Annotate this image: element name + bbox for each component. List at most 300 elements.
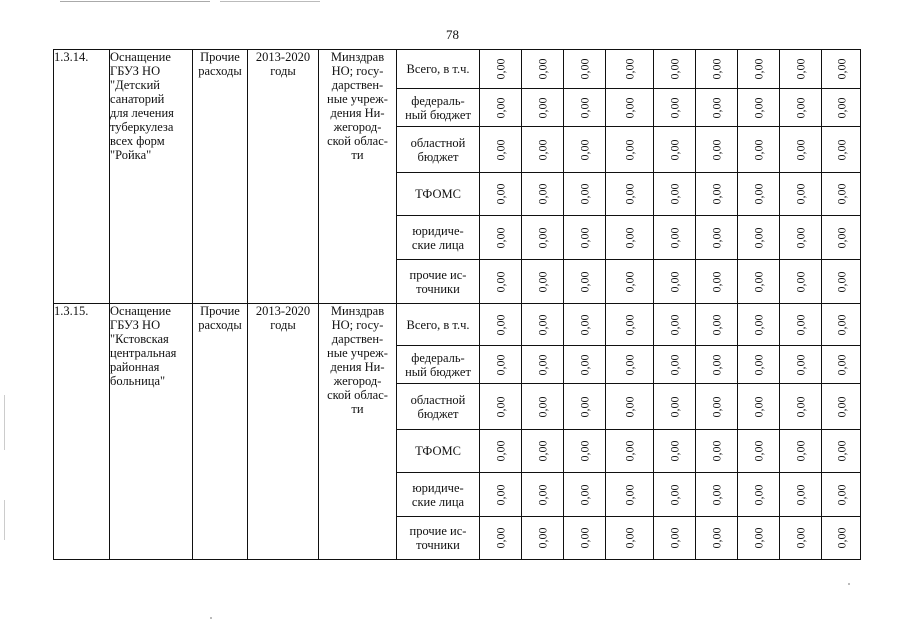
item-name-line: больница" [110, 374, 166, 388]
value-text: 0,00 [493, 227, 508, 248]
value-cell [822, 384, 861, 430]
value-cell [522, 89, 564, 127]
item-number: 1.3.14. [54, 50, 110, 304]
value-cell [564, 260, 606, 304]
executor-line: ные учреж- [327, 92, 388, 106]
value-cell [480, 173, 522, 216]
funding-source [397, 517, 480, 560]
item-name-line: "Детский [110, 78, 160, 92]
item-name-line: Оснащение [110, 304, 171, 318]
value-text: 0,00 [622, 271, 637, 292]
value-text: 0,00 [577, 271, 592, 292]
value-cell [564, 50, 606, 89]
value-text: 0,00 [622, 314, 637, 335]
value-cell [654, 473, 696, 517]
value-cell [480, 127, 522, 173]
value-cell [564, 173, 606, 216]
value-text: 0,00 [793, 271, 808, 292]
value-cell [822, 173, 861, 216]
value-cell [606, 384, 654, 430]
value-text: 0,00 [622, 97, 637, 118]
value-cell [696, 216, 738, 260]
executor-line: дарствен- [331, 332, 384, 346]
value-text: 0,00 [834, 227, 848, 248]
value-text: 0,00 [535, 484, 550, 505]
value-text: 0,00 [709, 97, 724, 118]
value-text: 0,00 [667, 354, 682, 375]
value-text: 0,00 [535, 440, 550, 462]
value-cell [564, 216, 606, 260]
funding-source [397, 473, 480, 517]
value-text: 0,00 [793, 354, 808, 375]
funding-source [397, 430, 480, 473]
value-text: 0,00 [577, 396, 592, 417]
value-text: 0,00 [493, 527, 508, 549]
value-text: 0,00 [493, 396, 508, 417]
value-cell [522, 304, 564, 346]
funding-source [397, 127, 480, 173]
value-cell [738, 50, 780, 89]
value-text: 0,00 [834, 484, 848, 505]
value-text: 0,00 [751, 314, 766, 335]
expense-type [193, 304, 248, 560]
value-text: 0,00 [577, 440, 592, 462]
value-text: 0,00 [793, 484, 808, 505]
value-cell [480, 304, 522, 346]
item-name-line: санаторий [110, 92, 165, 106]
value-cell [780, 473, 822, 517]
value-text: 0,00 [751, 271, 766, 292]
value-text: 0,00 [709, 183, 724, 205]
value-text: 0,00 [577, 227, 592, 248]
value-text: 0,00 [667, 58, 682, 80]
value-text: 0,00 [751, 354, 766, 375]
value-text: 0,00 [493, 314, 508, 335]
executor-line: ти [351, 402, 364, 416]
value-cell [738, 473, 780, 517]
value-cell [480, 473, 522, 517]
funding-source-line: бюджет [417, 149, 459, 164]
value-text: 0,00 [751, 484, 766, 505]
value-text: 0,00 [577, 484, 592, 505]
executor-line: ской облас- [327, 134, 388, 148]
value-cell [822, 127, 861, 173]
value-text: 0,00 [834, 97, 848, 118]
value-cell [696, 89, 738, 127]
value-text: 0,00 [535, 354, 550, 375]
value-text: 0,00 [709, 227, 724, 248]
value-cell [654, 346, 696, 384]
value-text: 0,00 [622, 396, 637, 417]
value-text: 0,00 [709, 484, 724, 505]
executor [319, 50, 397, 304]
value-cell [822, 304, 861, 346]
funding-source-line: ские лица [411, 494, 465, 509]
value-text: 0,00 [709, 396, 724, 417]
value-text: 0,00 [751, 527, 766, 549]
value-cell [564, 384, 606, 430]
value-text: 0,00 [793, 97, 808, 118]
funding-source-line: юридиче- [412, 480, 464, 495]
value-text: 0,00 [793, 183, 808, 205]
value-cell [606, 304, 654, 346]
item-name-line: ГБУЗ НО [110, 318, 161, 332]
executor-line: ные учреж- [327, 346, 388, 360]
expense-type-line: расходы [198, 64, 242, 78]
value-text: 0,00 [535, 58, 550, 80]
value-cell [780, 50, 822, 89]
period [248, 50, 319, 304]
value-text: 0,00 [535, 396, 550, 417]
value-text: 0,00 [577, 354, 592, 375]
value-cell [780, 304, 822, 346]
value-cell [522, 346, 564, 384]
value-cell [822, 89, 861, 127]
value-text: 0,00 [834, 396, 848, 417]
funding-source [397, 89, 480, 127]
value-cell [606, 127, 654, 173]
value-text: 0,00 [751, 440, 766, 462]
page-number: 78 [446, 27, 459, 42]
period [248, 304, 319, 560]
value-cell [606, 50, 654, 89]
funding-source-line: точники [416, 281, 460, 296]
value-cell [822, 430, 861, 473]
value-text: 0,00 [577, 183, 592, 205]
value-cell [654, 89, 696, 127]
value-cell [780, 260, 822, 304]
value-text: 0,00 [622, 183, 637, 205]
funding-source [397, 260, 480, 304]
executor-line: дения Ни- [330, 106, 385, 120]
value-cell [738, 304, 780, 346]
scan-edge-mark [4, 395, 5, 450]
executor-line: Минздрав [330, 50, 385, 64]
item-name-line: всех форм [110, 134, 165, 148]
value-text: 0,00 [535, 97, 550, 118]
value-text: 0,00 [535, 271, 550, 292]
value-text: 0,00 [709, 314, 724, 335]
executor-line: дарствен- [331, 78, 384, 92]
value-cell [564, 127, 606, 173]
value-cell [780, 517, 822, 560]
funding-source-line: точники [416, 538, 460, 552]
item-name-line: ГБУЗ НО [110, 64, 161, 78]
funding-source-line: ские лица [411, 237, 465, 252]
value-cell [738, 346, 780, 384]
executor-line: жегород- [333, 120, 382, 134]
funding-source-line: юридиче- [412, 223, 464, 238]
value-cell [480, 216, 522, 260]
item-name-line: для лечения [110, 106, 174, 120]
value-text: 0,00 [577, 97, 592, 118]
executor-line: НО; госу- [331, 318, 384, 332]
value-cell [780, 216, 822, 260]
value-cell [606, 216, 654, 260]
value-text: 0,00 [751, 227, 766, 248]
value-cell [480, 260, 522, 304]
value-cell [606, 473, 654, 517]
value-cell [480, 346, 522, 384]
funding-source-line: федераль- [411, 93, 465, 108]
period-line: годы [270, 318, 296, 332]
value-cell [564, 473, 606, 517]
funding-source-line: прочие ис- [409, 267, 467, 282]
value-cell [696, 473, 738, 517]
funding-source-line: ный бюджет [405, 364, 471, 379]
value-text: 0,00 [667, 271, 682, 292]
value-text: 0,00 [667, 97, 682, 118]
period-line: годы [270, 64, 296, 78]
source-row [54, 304, 861, 346]
value-text: 0,00 [667, 139, 682, 160]
value-text: 0,00 [834, 271, 848, 292]
value-text: 0,00 [709, 58, 724, 80]
item-name [110, 50, 193, 304]
funding-source-line: ТФОМС [415, 187, 461, 201]
value-text: 0,00 [751, 139, 766, 160]
value-cell [654, 173, 696, 216]
value-text: 0,00 [709, 139, 724, 160]
value-cell [606, 89, 654, 127]
value-text: 0,00 [577, 139, 592, 160]
budget-table [53, 49, 861, 560]
value-text: 0,00 [709, 354, 724, 375]
expense-type-line: расходы [198, 318, 242, 332]
item-name-line: Оснащение [110, 50, 171, 64]
value-text: 0,00 [793, 527, 808, 549]
value-text: 0,00 [622, 354, 637, 375]
value-text: 0,00 [709, 527, 724, 549]
expense-type [193, 50, 248, 304]
funding-source [397, 216, 480, 260]
value-cell [606, 517, 654, 560]
value-text: 0,00 [834, 139, 848, 160]
value-cell [738, 430, 780, 473]
funding-source [397, 384, 480, 430]
value-cell [522, 384, 564, 430]
value-cell [738, 260, 780, 304]
value-cell [654, 517, 696, 560]
item-name-line: туберкулеза [110, 120, 174, 134]
value-text: 0,00 [834, 314, 848, 335]
value-text: 0,00 [622, 139, 637, 160]
value-cell [738, 384, 780, 430]
value-text: 0,00 [751, 183, 766, 205]
funding-source-line: бюджет [417, 406, 459, 421]
value-cell [522, 216, 564, 260]
value-text: 0,00 [751, 97, 766, 118]
value-cell [480, 89, 522, 127]
value-text: 0,00 [751, 396, 766, 417]
value-cell [522, 430, 564, 473]
value-cell [522, 473, 564, 517]
value-cell [696, 346, 738, 384]
value-text: 0,00 [793, 396, 808, 417]
value-cell [522, 517, 564, 560]
scan-edge-mark [4, 500, 5, 540]
value-cell [780, 384, 822, 430]
value-text: 0,00 [577, 314, 592, 335]
value-text: 0,00 [834, 354, 848, 375]
value-text: 0,00 [667, 440, 682, 462]
value-text: 0,00 [535, 139, 550, 160]
value-cell [696, 430, 738, 473]
value-cell [480, 50, 522, 89]
value-text: 0,00 [834, 440, 848, 462]
value-cell [522, 260, 564, 304]
value-cell [780, 346, 822, 384]
value-text: 0,00 [667, 183, 682, 205]
value-text: 0,00 [709, 440, 724, 462]
value-cell [606, 430, 654, 473]
period-line: 2013-2020 [255, 304, 311, 318]
value-cell [696, 50, 738, 89]
value-text: 0,00 [493, 484, 508, 505]
executor [319, 304, 397, 560]
value-cell [780, 430, 822, 473]
value-text: 0,00 [493, 354, 508, 375]
value-cell [738, 127, 780, 173]
value-text: 0,00 [622, 484, 637, 505]
funding-source [397, 304, 480, 346]
value-text: 0,00 [622, 227, 637, 248]
value-cell [522, 173, 564, 216]
value-cell [606, 346, 654, 384]
funding-source-line: ный бюджет [405, 107, 471, 122]
value-text: 0,00 [751, 58, 766, 80]
value-cell [564, 346, 606, 384]
value-text: 0,00 [493, 139, 508, 160]
funding-source-line: прочие ис- [409, 524, 467, 538]
value-text: 0,00 [622, 527, 637, 549]
value-cell [606, 173, 654, 216]
executor-line: ской облас- [327, 388, 388, 402]
value-cell [564, 430, 606, 473]
value-text: 0,00 [577, 58, 592, 80]
value-cell [696, 127, 738, 173]
value-cell [654, 384, 696, 430]
value-text: 0,00 [535, 227, 550, 248]
value-cell [696, 173, 738, 216]
expense-type-line: Прочие [200, 50, 240, 64]
executor-line: дения Ни- [330, 360, 385, 374]
value-text: 0,00 [667, 227, 682, 248]
value-cell [822, 260, 861, 304]
item-name-line: "Кстовская [110, 332, 169, 346]
value-cell [654, 304, 696, 346]
value-cell [738, 173, 780, 216]
executor-line: ти [351, 148, 364, 162]
top-edge-rule [220, 1, 320, 2]
value-cell [780, 173, 822, 216]
item-name-line: районная [110, 360, 160, 374]
value-text: 0,00 [793, 440, 808, 462]
value-cell [822, 517, 861, 560]
value-text: 0,00 [834, 58, 848, 80]
value-cell [738, 517, 780, 560]
executor-line: Минздрав [330, 304, 385, 318]
value-text: 0,00 [493, 97, 508, 118]
value-cell [696, 517, 738, 560]
value-cell [480, 517, 522, 560]
value-text: 0,00 [667, 527, 682, 549]
item-name-line: центральная [110, 346, 177, 360]
value-text: 0,00 [667, 314, 682, 335]
value-cell [522, 50, 564, 89]
value-cell [780, 127, 822, 173]
scan-speck [210, 617, 212, 619]
value-text: 0,00 [535, 183, 550, 205]
value-text: 0,00 [493, 183, 508, 205]
value-cell [654, 127, 696, 173]
value-text: 0,00 [622, 58, 637, 80]
value-text: 0,00 [793, 314, 808, 335]
value-text: 0,00 [535, 314, 550, 335]
funding-source-line: Всего, в т.ч. [406, 62, 470, 76]
value-text: 0,00 [793, 58, 808, 80]
value-text: 0,00 [493, 58, 508, 80]
value-cell [654, 430, 696, 473]
scan-speck [848, 583, 850, 585]
value-cell [654, 260, 696, 304]
value-cell [654, 50, 696, 89]
value-cell [564, 304, 606, 346]
item-number: 1.3.15. [54, 304, 110, 560]
value-cell [564, 517, 606, 560]
value-cell [822, 50, 861, 89]
value-text: 0,00 [793, 227, 808, 248]
funding-source-line: областной [410, 392, 466, 407]
value-cell [480, 384, 522, 430]
item-name-line: "Ройка" [110, 148, 152, 162]
value-text: 0,00 [793, 139, 808, 160]
value-cell [738, 216, 780, 260]
value-cell [564, 89, 606, 127]
funding-source-line: Всего, в т.ч. [406, 317, 470, 332]
value-text: 0,00 [493, 440, 508, 462]
value-text: 0,00 [667, 484, 682, 505]
funding-source [397, 50, 480, 89]
value-text: 0,00 [834, 183, 848, 205]
value-text: 0,00 [535, 527, 550, 549]
item-name [110, 304, 193, 560]
top-edge-rule [60, 1, 210, 2]
funding-source-line: областной [410, 135, 466, 150]
value-text: 0,00 [577, 527, 592, 549]
value-cell [606, 260, 654, 304]
value-cell [696, 260, 738, 304]
value-text: 0,00 [834, 527, 848, 549]
funding-source [397, 346, 480, 384]
executor-line: жегород- [333, 374, 382, 388]
value-cell [822, 473, 861, 517]
value-cell [780, 89, 822, 127]
value-cell [522, 127, 564, 173]
executor-line: НО; госу- [331, 64, 384, 78]
value-cell [480, 430, 522, 473]
expense-type-line: Прочие [200, 304, 240, 318]
value-cell [738, 89, 780, 127]
funding-source-line: федераль- [411, 350, 465, 365]
value-cell [822, 216, 861, 260]
value-text: 0,00 [667, 396, 682, 417]
value-text: 0,00 [709, 271, 724, 292]
value-text: 0,00 [493, 271, 508, 292]
funding-source-line: ТФОМС [415, 444, 461, 458]
value-cell [822, 346, 861, 384]
period-line: 2013-2020 [255, 50, 311, 64]
